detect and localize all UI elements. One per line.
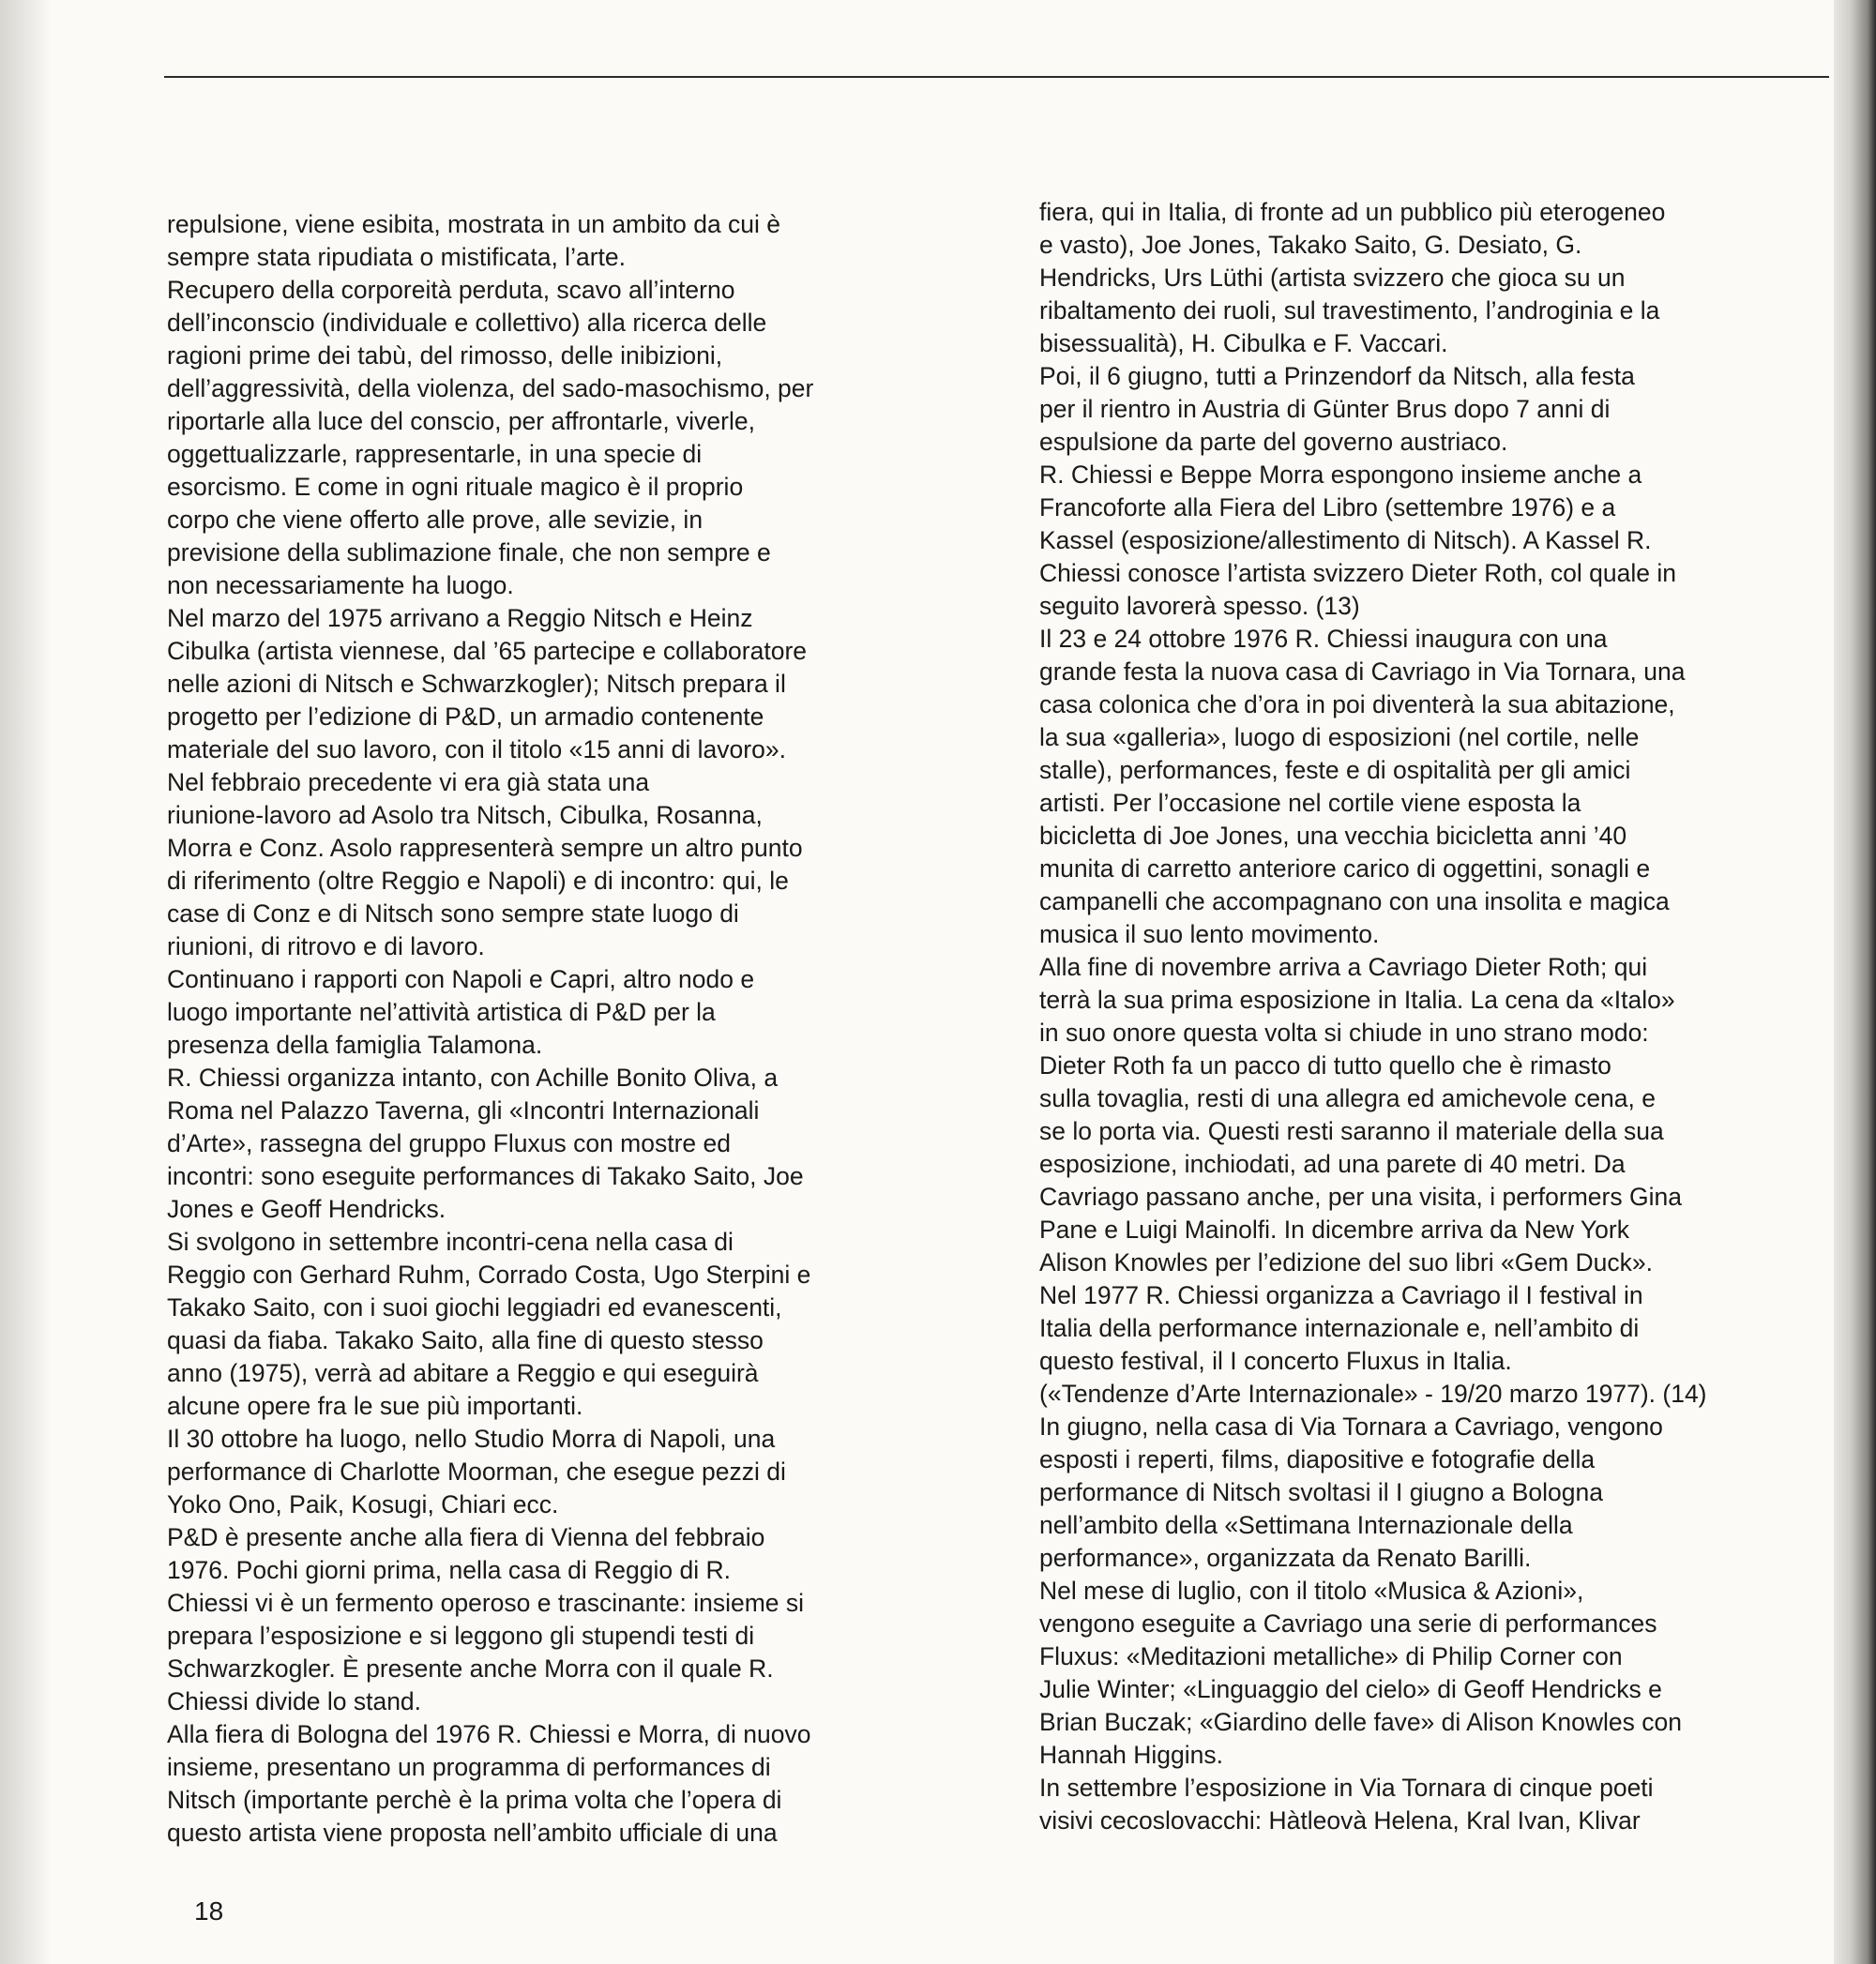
text-line: visivi cecoslovacchi: Hàtleovà Helena, Kral Ivan, Klivar <box>1039 1806 1641 1835</box>
text-line: In settembre l’esposizione in Via Tornara di cinque poeti <box>1039 1774 1654 1802</box>
header-rule <box>164 76 1829 78</box>
text-line: Francoforte alla Fiera del Libro (settembre 1976) e a <box>1039 493 1616 521</box>
text-line: la sua «galleria», luogo di esposizioni (nel cortile, nelle <box>1039 723 1640 751</box>
text-line: Morra e Conz. Asolo rappresenterà sempre un altro punto <box>167 834 803 862</box>
text-line: Hendricks, Urs Lüthi (artista svizzero che gioca su un <box>1039 264 1626 292</box>
text-line: R. Chiessi organizza intanto, con Achille Bonito Oliva, a <box>167 1064 779 1092</box>
text-line: Brian Buczak; «Giardino delle fave» di Alison Knowles con <box>1039 1708 1682 1736</box>
text-line: Pane e Luigi Mainolfi. In dicembre arriva da New York <box>1039 1216 1629 1244</box>
text-line: Si svolgono in settembre incontri-cena nella casa di <box>167 1228 734 1256</box>
text-line: incontri: sono eseguite performances di Takako Saito, Joe <box>167 1162 804 1190</box>
text-line: Kassel (esposizione/allestimento di Nitsch). A Kassel R. <box>1039 526 1652 554</box>
text-line: se lo porta via. Questi resti saranno il materiale della sua <box>1039 1117 1664 1145</box>
text-line: R. Chiessi e Beppe Morra espongono insieme anche a <box>1039 461 1642 489</box>
text-line: ribaltamento dei ruoli, sul travestimento, l’androginia e la <box>1039 296 1660 325</box>
text-line: Nel mese di luglio, con il titolo «Musica & Azioni», <box>1039 1577 1584 1605</box>
text-line: seguito lavorerà spesso. (13) <box>1039 592 1360 620</box>
text-line: presenza della famiglia Talamona. <box>167 1031 543 1059</box>
text-line: nell’ambito della «Settimana Internazionale della <box>1039 1511 1573 1539</box>
text-line: riportarle alla luce del conscio, per affrontarle, viverle, <box>167 407 755 435</box>
text-line: Alla fine di novembre arriva a Cavriago Dieter Roth; qui <box>1039 953 1648 981</box>
text-line: alcune opere fra le sue più importanti. <box>167 1392 583 1420</box>
text-line: terrà la sua prima esposizione in Italia. La cena da «Italo» <box>1039 986 1675 1014</box>
text-line: esorcismo. E come in ogni rituale magico è il proprio <box>167 473 744 501</box>
text-line: Il 23 e 24 ottobre 1976 R. Chiessi inaugura con una <box>1039 625 1608 653</box>
text-line: prepara l’esposizione e si leggono gli stupendi testi di <box>167 1622 755 1650</box>
text-line: luogo importante nel’attività artistica di P&D per la <box>167 998 716 1026</box>
text-line: Schwarzkogler. È presente anche Morra con il quale R. <box>167 1654 774 1683</box>
text-line: campanelli che accompagnano con una insolita e magica <box>1039 887 1670 915</box>
text-line: Fluxus: «Meditazioni metalliche» di Philip Corner con <box>1039 1642 1623 1670</box>
text-line: Nel marzo del 1975 arrivano a Reggio Nitsch e Heinz <box>167 604 753 632</box>
text-line: Dieter Roth fa un pacco di tutto quello che è rimasto <box>1039 1051 1611 1080</box>
text-line: oggettualizzarle, rappresentarle, in una specie di <box>167 440 703 468</box>
text-line: Chiessi vi è un fermento operoso e trascinante: insieme si <box>167 1589 805 1617</box>
text-line: questo festival, il I concerto Fluxus in Italia. <box>1039 1347 1512 1375</box>
text-line: bicicletta di Joe Jones, una vecchia bicicletta anni ’40 <box>1039 822 1627 850</box>
text-line: Yoko Ono, Paik, Kosugi, Chiari ecc. <box>167 1490 559 1518</box>
text-line: Cavriago passano anche, per una visita, i performers Gina <box>1039 1183 1682 1211</box>
text-line: munita di carretto anteriore carico di oggettini, sonagli e <box>1039 854 1651 883</box>
text-line: sulla tovaglia, resti di una allegra ed amichevole cena, e <box>1039 1084 1657 1112</box>
text-line: nelle azioni di Nitsch e Schwarzkogler); Nitsch prepara il <box>167 670 786 698</box>
text-line: anno (1975), verrà ad abitare a Reggio e qui eseguirà <box>167 1359 759 1387</box>
left-text-column <box>167 208 992 1850</box>
text-line: riunioni, di ritrovo e di lavoro. <box>167 932 485 960</box>
text-line: non necessariamente ha luogo. <box>167 571 514 599</box>
text-line: Takako Saito, con i suoi giochi leggiadri ed evanescenti, <box>167 1293 782 1322</box>
text-line: d’Arte», rassegna del gruppo Fluxus con mostre ed <box>167 1129 731 1157</box>
text-line: progetto per l’edizione di P&D, un armadio contenente <box>167 703 764 731</box>
text-line: di riferimento (oltre Reggio e Napoli) e di incontro: qui, le <box>167 867 789 895</box>
text-line: Alison Knowles per l’edizione del suo libri «Gem Duck». <box>1039 1248 1653 1277</box>
text-line: previsione della sublimazione finale, che non sempre e <box>167 538 771 567</box>
text-line: In giugno, nella casa di Via Tornara a Cavriago, vengono <box>1039 1413 1663 1441</box>
text-line: sempre stata ripudiata o mistificata, l’arte. <box>167 243 626 271</box>
text-line: Nel febbraio precedente vi era già stata una <box>167 768 650 796</box>
text-line: esposizione, inchiodati, ad una parete di 40 metri. Da <box>1039 1150 1626 1178</box>
text-line: («Tendenze d’Arte Internazionale» - 19/20 marzo 1977). (14) <box>1039 1380 1707 1408</box>
text-line: corpo che viene offerto alle prove, alle sevizie, in <box>167 506 704 534</box>
text-line: Roma nel Palazzo Taverna, gli «Incontri Internazionali <box>167 1096 760 1125</box>
text-line: espulsione da parte del governo austriaco. <box>1039 428 1508 456</box>
text-line: Alla fiera di Bologna del 1976 R. Chiessi e Morra, di nuovo <box>167 1720 811 1748</box>
text-line: case di Conz e di Nitsch sono sempre state luogo di <box>167 899 739 928</box>
text-line: Hannah Higgins. <box>1039 1741 1223 1769</box>
text-line: grande festa la nuova casa di Cavriago in Via Tornara, una <box>1039 657 1686 686</box>
text-line: questo artista viene proposta nell’ambito ufficiale di una <box>167 1819 778 1847</box>
text-line: insieme, presentano un programma di performances di <box>167 1753 771 1781</box>
text-line: Poi, il 6 giugno, tutti a Prinzendorf da Nitsch, alla festa <box>1039 362 1635 390</box>
text-line: stalle), performances, feste e di ospitalità per gli amici <box>1039 756 1631 784</box>
text-line: artisti. Per l’occasione nel cortile viene esposta la <box>1039 789 1581 817</box>
text-line: materiale del suo lavoro, con il titolo «15 anni di lavoro». <box>167 735 786 763</box>
text-line: esposti i reperti, films, diapositive e fotografie della <box>1039 1445 1596 1473</box>
text-line: performance di Charlotte Moorman, che esegue pezzi di <box>167 1458 786 1486</box>
text-line: Jones e Geoff Hendricks. <box>167 1195 446 1223</box>
text-line: Julie Winter; «Linguaggio del cielo» di Geoff Hendricks e <box>1039 1675 1662 1703</box>
text-line: Nitsch (importante perchè è la prima volta che l’opera di <box>167 1786 782 1814</box>
text-line: dell’aggressività, della violenza, del sado-masochismo, per <box>167 374 814 402</box>
text-line: musica il suo lento movimento. <box>1039 920 1380 948</box>
text-line: per il rientro in Austria di Günter Brus dopo 7 anni di <box>1039 395 1611 423</box>
text-line: in suo onore questa volta si chiude in uno strano modo: <box>1039 1019 1649 1047</box>
text-line: e vasto), Joe Jones, Takako Saito, G. Desiato, G. <box>1039 231 1582 259</box>
binding-shadow <box>0 0 52 1964</box>
text-line: Italia della performance internazionale e, nell’ambito di <box>1039 1314 1640 1342</box>
right-text-column <box>1039 196 1832 1837</box>
text-line: quasi da fiaba. Takako Saito, alla fine di questo stesso <box>167 1326 764 1354</box>
page-edge <box>1834 0 1876 1964</box>
text-line: ragioni prime dei tabù, del rimosso, delle inibizioni, <box>167 341 723 370</box>
text-line: Cibulka (artista viennese, dal ’65 partecipe e collaboratore <box>167 637 808 665</box>
text-line: bisessualità), H. Cibulka e F. Vaccari. <box>1039 329 1448 357</box>
text-line: Il 30 ottobre ha luogo, nello Studio Morra di Napoli, una <box>167 1425 776 1453</box>
text-line: Recupero della corporeità perduta, scavo all’interno <box>167 276 735 304</box>
page-number: 18 <box>194 1896 224 1926</box>
text-line: casa colonica che d’ora in poi diventerà la sua abitazione, <box>1039 690 1675 718</box>
text-line: Chiessi conosce l’artista svizzero Dieter Roth, col quale in <box>1039 559 1676 587</box>
text-line: dell’inconscio (individuale e collettivo) alla ricerca delle <box>167 309 767 337</box>
text-line: P&D è presente anche alla fiera di Vienna del febbraio <box>167 1523 765 1551</box>
text-line: performance di Nitsch svoltasi il I giugno a Bologna <box>1039 1478 1603 1506</box>
text-line: fiera, qui in Italia, di fronte ad un pubblico più eterogeneo <box>1039 198 1666 226</box>
text-line: Chiessi divide lo stand. <box>167 1687 422 1715</box>
text-line: vengono eseguite a Cavriago una serie di performances <box>1039 1609 1657 1638</box>
text-line: 1976. Pochi giorni prima, nella casa di Reggio di R. <box>167 1556 731 1584</box>
text-line: repulsione, viene esibita, mostrata in un ambito da cui è <box>167 210 781 238</box>
text-line: Nel 1977 R. Chiessi organizza a Cavriago il I festival in <box>1039 1281 1643 1309</box>
text-line: Reggio con Gerhard Ruhm, Corrado Costa, Ugo Sterpini e <box>167 1261 811 1289</box>
text-line: performance», organizzata da Renato Barilli. <box>1039 1544 1532 1572</box>
text-line: Continuano i rapporti con Napoli e Capri, altro nodo e <box>167 965 755 993</box>
text-line: riunione-lavoro ad Asolo tra Nitsch, Cibulka, Rosanna, <box>167 801 763 829</box>
